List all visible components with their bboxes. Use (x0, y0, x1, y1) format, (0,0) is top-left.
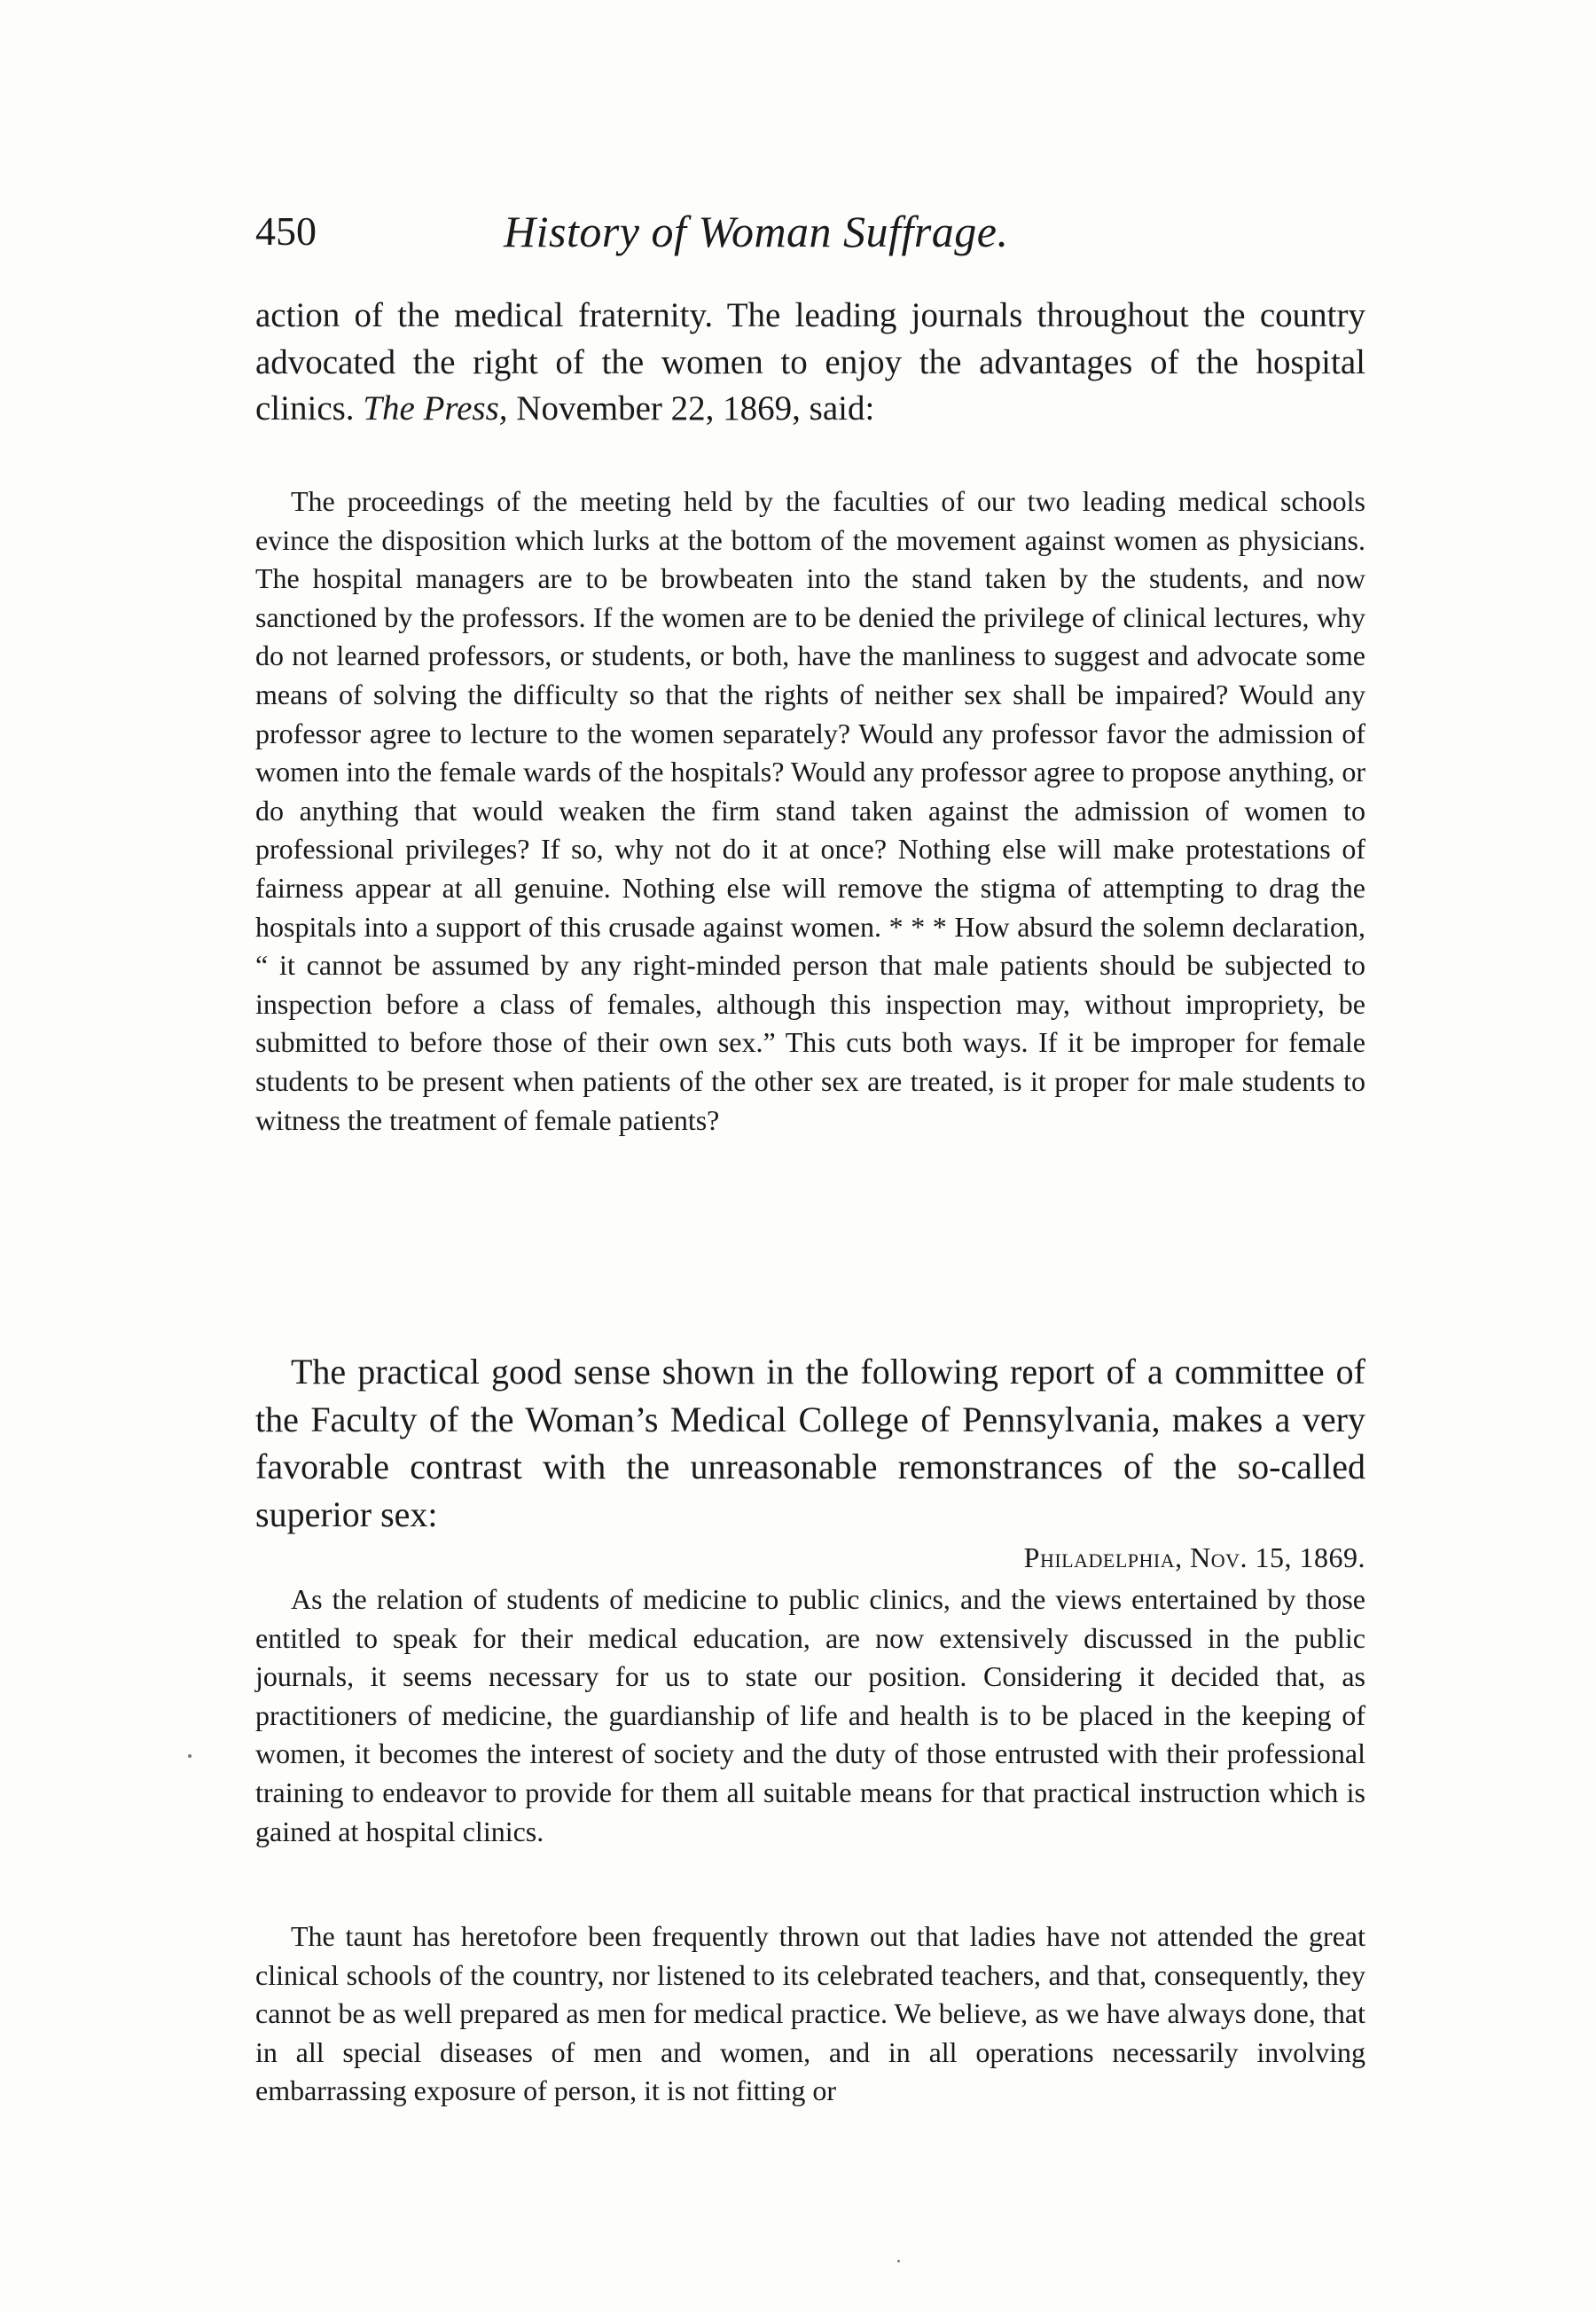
transition-text: The practical good sense shown in the following report of a committee of the Faculty of the Woman’s Medical College of Pennsylvania, makes a very favorable contrast with the unreasonable remonstrances of the so-called superior sex: (255, 1352, 1365, 1534)
committee-report-text-2: The taunt has heretofore been frequently thrown out that ladies have not attended the great clinical schools of the country, nor listened to its celebrated teachers, and that, consequently, they cannot be as well prepared as men for medical practice. We believe, as we have always done, that in all special diseases of men and women, and in all operations necessarily involving embarrassing exposure of person, it is not fitting or (255, 1920, 1365, 2107)
committee-report-text-1: As the relation of students of medicine to public clinics, and the views entertained by those entitled to speak for their medical education, are now extensively discussed in the public journals, it seems necessary for us to state our position. Considering it decided that, as practitioners of medicine, the guardianship of life and health is to be placed in the keeping of women, it becomes the interest of society and the duty of those entrusted with their professional training to endeavor to provide for them all suitable means for that practical instruction which is gained at hospital clinics. (255, 1583, 1365, 1847)
running-title: History of Woman Suffrage. (504, 207, 1009, 256)
lead-text-before: action of the medical fraternity. The leading journals throughout the country advocated the right of the women to enjoy the advantages of the hospital clinics. (255, 296, 1365, 427)
page-speck (188, 1754, 192, 1758)
lead-text-after: November 22, 1869, said: (507, 389, 875, 427)
lead-paragraph (255, 293, 1365, 433)
press-quotation (255, 482, 1365, 1140)
committee-report-paragraph-2 (255, 1917, 1365, 2111)
page-number: 450 (255, 208, 317, 254)
letter-dateline: Philadelphia, Nov. 15, 1869. (1023, 1541, 1365, 1573)
page-speck (897, 2260, 900, 2262)
press-quotation-text: The proceedings of the meeting held by the faculties of our two leading medical schools evince the disposition which lurks at the bottom of the movement against women as physicians. The hospital managers are to be browbeaten into the stand taken by the students, and now sanctioned by the professors. If the women are to be denied the privilege of clinical lectures, why do not learned professors, or students, or both, have the manliness to suggest and advocate some means of solving the difficulty so that the rights of neither sex shall be impaired? Would any professor agree to lecture to the women separately? Would any professor favor the admission of women into the female wards of the hospitals? Would any professor agree to propose anything, or do anything that would weaken the firm stand taken against the admission of women to professional privileges? If so, why not do it at once? Nothing else will make protestations of fairness appear at all genuine. Nothing else will remove the stigma of attempting to drag the hospitals into a support of this crusade against women. * * * How absurd the solemn declaration, “ it cannot be assumed by any right-minded person that male patients should be subjected to inspection before a class of females, although this inspection may, without impropriety, be submitted to before those of their own sex.” This cuts both ways. If it be improper for female students to be present when patients of the other sex are treated, is it proper for male students to witness the treatment of female patients? (255, 485, 1365, 1136)
page-header (255, 200, 1373, 263)
committee-report-paragraph-1 (255, 1580, 1365, 1851)
publication-name: The Press, (363, 389, 508, 427)
transition-paragraph (255, 1348, 1365, 1538)
